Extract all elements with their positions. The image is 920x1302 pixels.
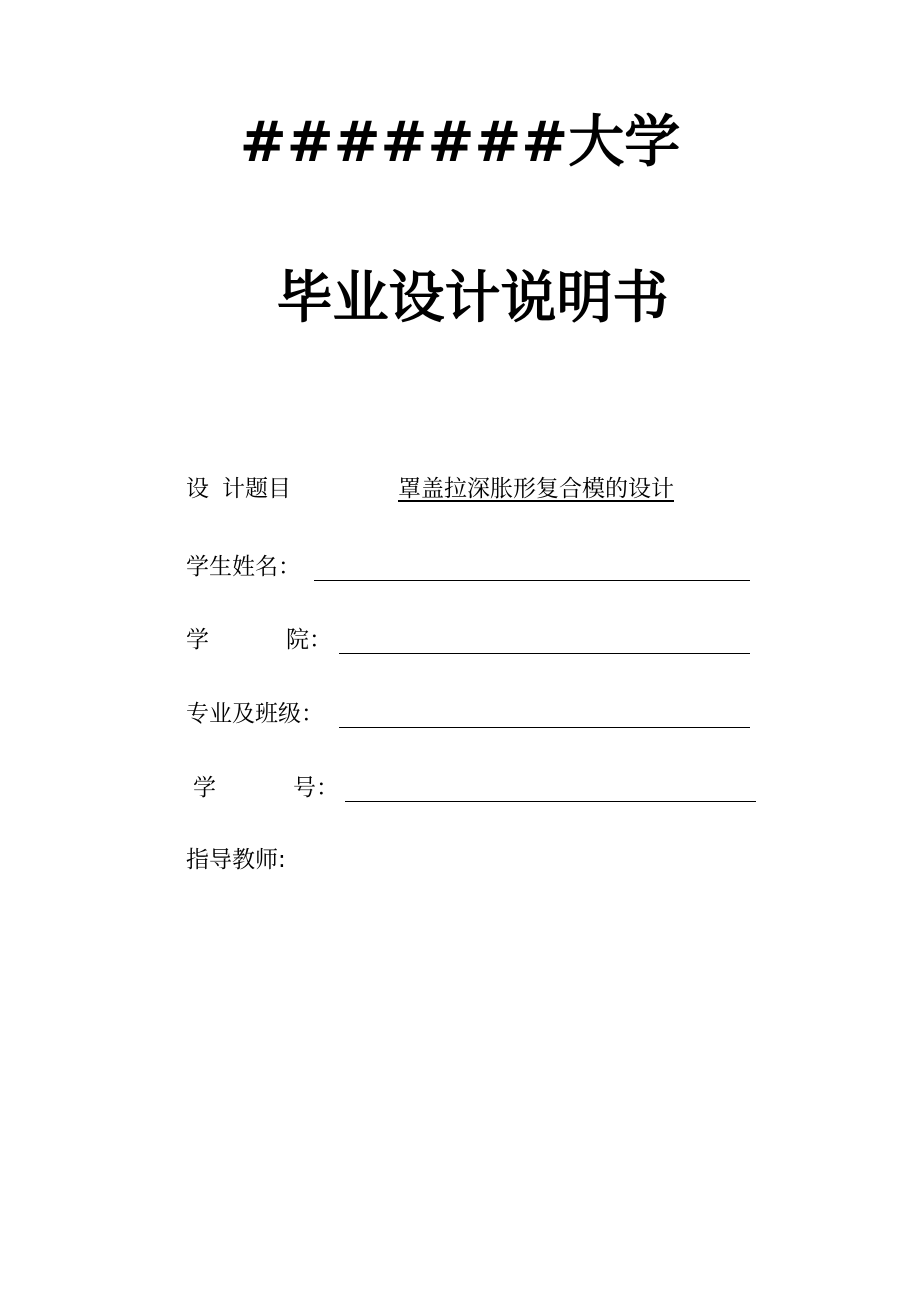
document-title: 毕业设计说明书 xyxy=(276,266,669,331)
student-id-label-part2: 号： xyxy=(293,775,339,801)
major-class-row xyxy=(186,697,756,731)
student-name-label: 学生姓名： xyxy=(186,554,301,580)
student-id-row xyxy=(186,771,761,805)
major-class-line[interactable] xyxy=(339,727,750,728)
advisor-row xyxy=(186,843,386,877)
design-topic-row xyxy=(186,472,706,506)
student-id-label-part1: 学 xyxy=(193,775,216,801)
design-topic-label-part1: 设 xyxy=(186,476,209,502)
college-row xyxy=(186,623,756,657)
student-name-line[interactable] xyxy=(314,580,750,581)
design-topic-value: 罩盖拉深胀形复合模的设计 xyxy=(398,476,674,502)
college-label-part1: 学 xyxy=(186,627,209,653)
college-line[interactable] xyxy=(339,653,750,654)
design-topic-label-part2: 计题目 xyxy=(222,476,291,502)
university-name: #######大学 xyxy=(239,110,681,175)
major-class-label: 专业及班级： xyxy=(186,701,324,727)
student-id-line[interactable] xyxy=(345,801,756,802)
advisor-label: 指导教师: xyxy=(186,847,286,873)
college-label-part2: 院： xyxy=(286,627,332,653)
student-name-row xyxy=(186,550,756,584)
